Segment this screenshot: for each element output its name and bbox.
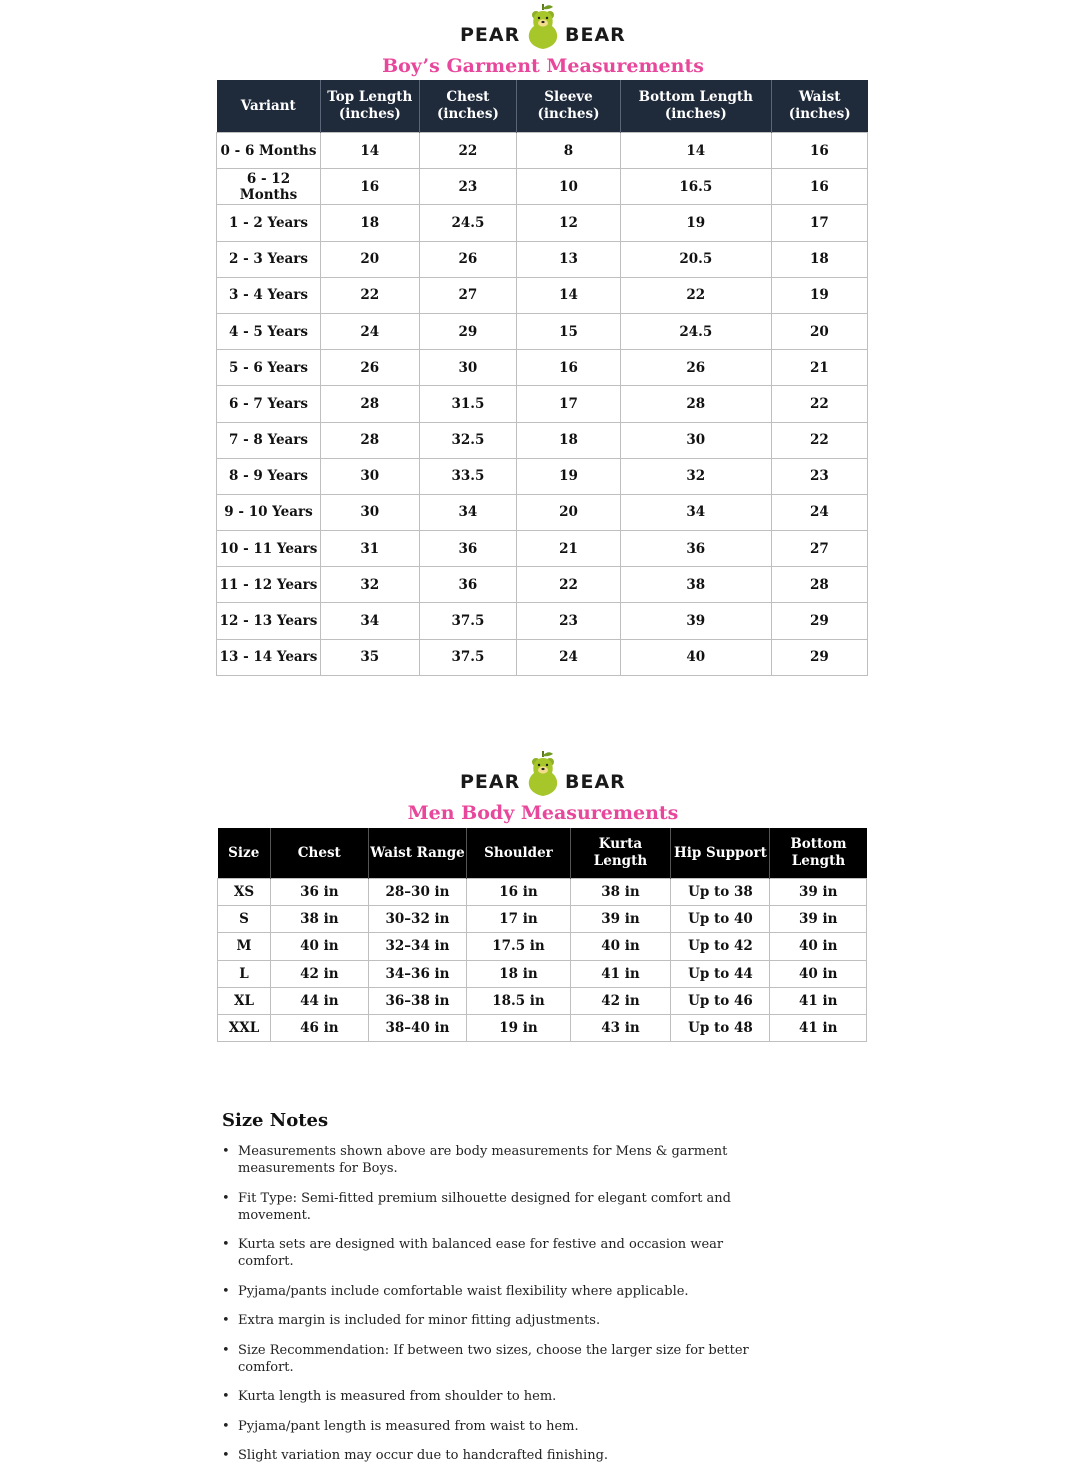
table-cell: 20 <box>517 494 621 530</box>
column-header-text: (inches) <box>537 106 600 122</box>
table-cell: 36–38 in <box>368 987 467 1014</box>
table-cell: 22 <box>620 277 771 313</box>
table-cell: 21 <box>771 350 867 386</box>
table-cell: 17 in <box>467 906 570 933</box>
table-cell: 19 <box>517 458 621 494</box>
table-cell: 39 <box>620 603 771 639</box>
pear-bear-logo-icon <box>522 749 564 799</box>
table-cell: 32–34 in <box>368 933 467 960</box>
table-cell: 17 <box>771 205 867 241</box>
table-cell: 7 - 8 Years <box>217 422 321 458</box>
column-header <box>771 80 867 133</box>
column-header <box>217 80 321 133</box>
table-cell: 22 <box>771 386 867 422</box>
size-note-item: • Fit Type: Semi-fitted premium silhouette designed for elegant comfort and movement. <box>222 1190 782 1224</box>
table-cell: 40 in <box>770 960 867 987</box>
table-cell: 18 <box>771 241 867 277</box>
table-cell: 39 in <box>770 906 867 933</box>
size-note-item: • Pyjama/pant length is measured from waist to hem. <box>222 1418 782 1435</box>
table-cell: 38 <box>620 567 771 603</box>
size-note-item: • Measurements shown above are body measurements for Mens & garment measurements for Boys. <box>222 1143 782 1177</box>
table-row <box>217 567 868 603</box>
column-header-text: Bottom Length <box>638 89 753 105</box>
column-header-text: Shoulder <box>484 844 553 861</box>
table-cell: 39 in <box>770 879 867 906</box>
table-cell: 16 <box>771 169 867 205</box>
column-header-text: Length <box>791 853 846 869</box>
table-cell: 30 <box>620 422 771 458</box>
table-cell: 40 <box>620 639 771 675</box>
table-row <box>217 639 868 675</box>
column-header-text: Size <box>228 844 260 861</box>
table-cell: 22 <box>517 567 621 603</box>
table-cell: 29 <box>419 313 517 349</box>
table-row <box>217 313 868 349</box>
table-cell: 28–30 in <box>368 879 467 906</box>
table-header-row <box>218 828 867 879</box>
table-cell: 23 <box>771 458 867 494</box>
table-cell: 32 <box>620 458 771 494</box>
table-cell: 41 in <box>770 1014 867 1041</box>
table-cell: M <box>218 933 271 960</box>
table-cell: 31 <box>321 531 420 567</box>
table-cell: XL <box>218 987 271 1014</box>
column-header-text: Bottom <box>790 836 847 852</box>
table-cell: XS <box>218 879 271 906</box>
table-cell: 36 in <box>270 879 368 906</box>
column-header <box>570 828 671 879</box>
column-header-text: (inches) <box>338 106 401 122</box>
table-cell: 9 - 10 Years <box>217 494 321 530</box>
table-cell: 27 <box>771 531 867 567</box>
column-header-text: Waist <box>798 89 841 105</box>
table-cell: 24.5 <box>419 205 517 241</box>
table-cell: 38–40 in <box>368 1014 467 1041</box>
table-cell: 2 - 3 Years <box>217 241 321 277</box>
table-cell: 30–32 in <box>368 906 467 933</box>
brand-logo-top <box>0 2 1086 58</box>
table-row <box>217 422 868 458</box>
table-cell: 10 - 11 Years <box>217 531 321 567</box>
table-cell: 24.5 <box>620 313 771 349</box>
table-cell: 4 - 5 Years <box>217 313 321 349</box>
table-cell: 19 <box>771 277 867 313</box>
column-header <box>368 828 467 879</box>
brand-word-right: BEAR <box>565 771 626 793</box>
table-cell: 16 <box>321 169 420 205</box>
table-cell: 32.5 <box>419 422 517 458</box>
table-cell: 28 <box>771 567 867 603</box>
size-notes-heading: Size Notes <box>222 1110 329 1131</box>
table-cell: 31.5 <box>419 386 517 422</box>
table-cell: 29 <box>771 639 867 675</box>
table-cell: 14 <box>517 277 621 313</box>
column-header-text: Hip Support <box>674 844 767 861</box>
table-row <box>217 205 868 241</box>
column-header-text: Sleeve <box>544 89 593 105</box>
table-row <box>218 906 867 933</box>
table-cell: 33.5 <box>419 458 517 494</box>
column-header <box>321 80 420 133</box>
table-cell: 34–36 in <box>368 960 467 987</box>
table-cell: 18 <box>321 205 420 241</box>
table-cell: 24 <box>517 639 621 675</box>
table-row <box>217 169 868 205</box>
table-cell: XXL <box>218 1014 271 1041</box>
table-cell: 17 <box>517 386 621 422</box>
column-header-text: (inches) <box>664 106 727 122</box>
table-cell: 18 in <box>467 960 570 987</box>
table-cell: 0 - 6 Months <box>217 133 321 169</box>
table-cell: 23 <box>517 603 621 639</box>
size-note-item: • Kurta length is measured from shoulder to hem. <box>222 1388 782 1405</box>
table-cell: 23 <box>419 169 517 205</box>
column-header <box>770 828 867 879</box>
table-cell: 10 <box>517 169 621 205</box>
boys-title: Boy’s Garment Measurements <box>382 55 704 77</box>
table-header-row <box>217 80 868 133</box>
table-cell: 20 <box>321 241 420 277</box>
table-cell: 14 <box>321 133 420 169</box>
table-row <box>217 458 868 494</box>
size-notes <box>222 1110 782 1477</box>
table-cell: 44 in <box>270 987 368 1014</box>
table-cell: 19 in <box>467 1014 570 1041</box>
table-body <box>217 133 868 676</box>
table-cell: 29 <box>771 603 867 639</box>
table-cell: 41 in <box>770 987 867 1014</box>
table-cell: 28 <box>321 422 420 458</box>
table-cell: 28 <box>321 386 420 422</box>
table-row <box>217 241 868 277</box>
table-cell: 24 <box>321 313 420 349</box>
column-header <box>419 80 517 133</box>
table-cell: 15 <box>517 313 621 349</box>
size-note-item: • Pyjama/pants include comfortable waist flexibility where applicable. <box>222 1283 782 1300</box>
table-cell: 19 <box>620 205 771 241</box>
column-header-text: (inches) <box>436 106 499 122</box>
men-measurements-table <box>217 828 867 1042</box>
table-body <box>218 879 867 1042</box>
size-note-item: • Size Recommendation: If between two sizes, choose the larger size for better comfort. <box>222 1342 782 1376</box>
table-cell: 42 in <box>270 960 368 987</box>
table-cell: 42 in <box>570 987 671 1014</box>
table-cell: 16 <box>771 133 867 169</box>
table-row <box>217 603 868 639</box>
table-cell: 41 in <box>570 960 671 987</box>
table-cell: 22 <box>419 133 517 169</box>
table-cell: Up to 42 <box>671 933 770 960</box>
table-cell: 32 <box>321 567 420 603</box>
pear-bear-logo-icon <box>522 2 564 52</box>
table-cell: Up to 48 <box>671 1014 770 1041</box>
table-cell: 38 in <box>270 906 368 933</box>
column-header <box>218 828 271 879</box>
table-cell: 28 <box>620 386 771 422</box>
table-row <box>218 879 867 906</box>
table-cell: 37.5 <box>419 639 517 675</box>
table-cell: 30 <box>321 494 420 530</box>
table-row <box>217 350 868 386</box>
table-cell: 16.5 <box>620 169 771 205</box>
table-row <box>218 933 867 960</box>
table-cell: 16 in <box>467 879 570 906</box>
table-cell: 16 <box>517 350 621 386</box>
table-cell: 26 <box>620 350 771 386</box>
table-cell: Up to 44 <box>671 960 770 987</box>
table-cell: 35 <box>321 639 420 675</box>
column-header-text: Waist Range <box>370 844 465 861</box>
table-cell: 27 <box>419 277 517 313</box>
column-header <box>671 828 770 879</box>
table-row <box>217 386 868 422</box>
table-cell: L <box>218 960 271 987</box>
table-cell: 26 <box>419 241 517 277</box>
table-cell: 20.5 <box>620 241 771 277</box>
table-cell: 5 - 6 Years <box>217 350 321 386</box>
table-cell: 6 - 12 Months <box>217 169 321 205</box>
table-cell: 34 <box>321 603 420 639</box>
table-cell: 39 in <box>570 906 671 933</box>
table-cell: 18.5 in <box>467 987 570 1014</box>
table-cell: Up to 46 <box>671 987 770 1014</box>
men-title: Men Body Measurements <box>407 802 679 824</box>
table-cell: 36 <box>419 567 517 603</box>
size-notes-list <box>222 1143 782 1464</box>
column-header-text: Kurta Length <box>593 836 648 869</box>
table-cell: 40 in <box>570 933 671 960</box>
table-cell: 22 <box>321 277 420 313</box>
table-cell: 22 <box>771 422 867 458</box>
table-row <box>218 1014 867 1041</box>
table-cell: 38 in <box>570 879 671 906</box>
table-cell: Up to 38 <box>671 879 770 906</box>
table-row <box>218 960 867 987</box>
boys-measurements-table <box>216 80 868 676</box>
table-cell: 21 <box>517 531 621 567</box>
column-header <box>620 80 771 133</box>
table-cell: 17.5 in <box>467 933 570 960</box>
column-header <box>467 828 570 879</box>
table-cell: 18 <box>517 422 621 458</box>
column-header-text: Chest <box>446 89 490 105</box>
table-cell: 40 in <box>270 933 368 960</box>
table-cell: 13 <box>517 241 621 277</box>
table-cell: 26 <box>321 350 420 386</box>
table-cell: 30 <box>419 350 517 386</box>
table-cell: 34 <box>419 494 517 530</box>
table-cell: 40 in <box>770 933 867 960</box>
table-cell: 43 in <box>570 1014 671 1041</box>
table-cell: 30 <box>321 458 420 494</box>
table-cell: 20 <box>771 313 867 349</box>
table-cell: 36 <box>620 531 771 567</box>
table-cell: 6 - 7 Years <box>217 386 321 422</box>
table-row <box>217 494 868 530</box>
table-cell: 8 - 9 Years <box>217 458 321 494</box>
table-cell: 1 - 2 Years <box>217 205 321 241</box>
table-cell: 3 - 4 Years <box>217 277 321 313</box>
column-header <box>517 80 621 133</box>
table-cell: 13 - 14 Years <box>217 639 321 675</box>
size-note-item: • Extra margin is included for minor fitting adjustments. <box>222 1312 782 1329</box>
table-cell: 37.5 <box>419 603 517 639</box>
table-cell: 34 <box>620 494 771 530</box>
size-note-item: • Kurta sets are designed with balanced ease for festive and occasion wear comfort. <box>222 1236 782 1270</box>
column-header-text: Top Length <box>327 89 413 105</box>
table-row <box>217 531 868 567</box>
table-cell: 12 <box>517 205 621 241</box>
size-note-item: • Slight variation may occur due to handcrafted finishing. <box>222 1447 782 1464</box>
brand-word-left: PEAR <box>460 771 521 793</box>
brand-logo-middle <box>0 749 1086 805</box>
table-cell: 14 <box>620 133 771 169</box>
column-header-text: (inches) <box>788 106 851 122</box>
table-cell: 11 - 12 Years <box>217 567 321 603</box>
brand-word-left: PEAR <box>460 24 521 46</box>
column-header-text: Variant <box>240 97 296 114</box>
table-cell: S <box>218 906 271 933</box>
column-header-text: Chest <box>297 844 341 861</box>
table-cell: 24 <box>771 494 867 530</box>
column-header <box>270 828 368 879</box>
table-row <box>217 133 868 169</box>
table-cell: 8 <box>517 133 621 169</box>
table-row <box>218 987 867 1014</box>
table-cell: Up to 40 <box>671 906 770 933</box>
table-row <box>217 277 868 313</box>
table-cell: 12 - 13 Years <box>217 603 321 639</box>
table-cell: 36 <box>419 531 517 567</box>
brand-word-right: BEAR <box>565 24 626 46</box>
table-cell: 46 in <box>270 1014 368 1041</box>
